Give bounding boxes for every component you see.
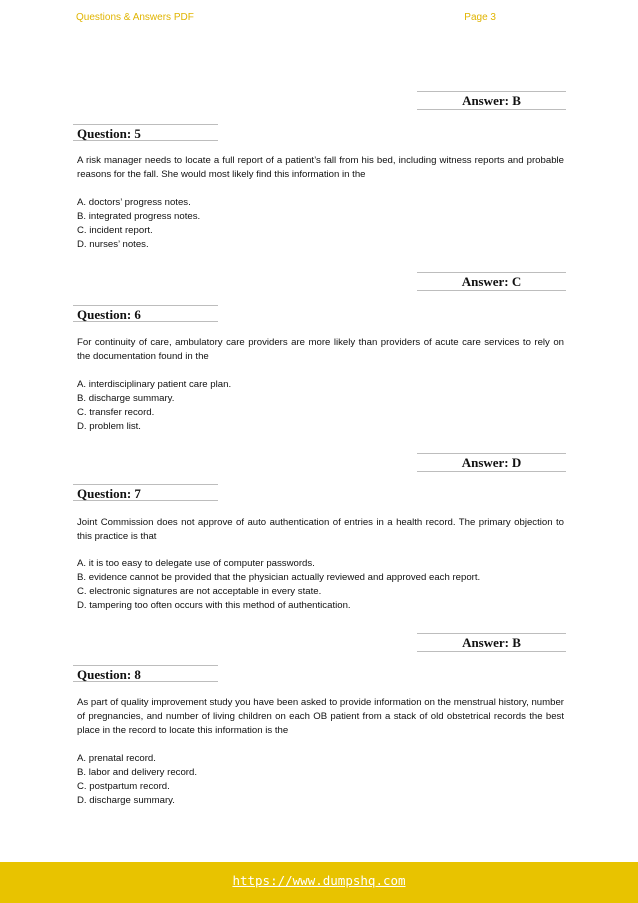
- option: D. tampering too often occurs with this method of authentication.: [77, 600, 351, 611]
- option: B. discharge summary.: [77, 393, 175, 404]
- answer-label: Answer: B: [417, 91, 566, 110]
- page-footer: [0, 862, 638, 903]
- answer-label: Answer: D: [417, 453, 566, 472]
- answer-label: Answer: B: [417, 633, 566, 652]
- options-list: [77, 557, 564, 613]
- options-list: [77, 196, 564, 252]
- option: B. evidence cannot be provided that the physician actually reviewed and approved each report.: [77, 572, 481, 583]
- option: A. it is too easy to delegate use of computer passwords.: [77, 558, 315, 569]
- question-text: As part of quality improvement study you have been asked to provide information on the menstrual history, number of pregnancies, and number of living children on each OB patient from a stack of old obstetrical records the best place in the record to locate this information is the: [77, 697, 564, 736]
- option: C. incident report.: [77, 225, 153, 236]
- question-text: For continuity of care, ambulatory care providers are more likely than providers of acute care services to rely on the documentation found in the: [77, 337, 564, 362]
- question-heading: Question: 8: [73, 665, 218, 682]
- options-list: [77, 378, 564, 434]
- page-number: Page 3: [464, 12, 496, 23]
- options-list: [77, 752, 564, 808]
- option: C. postpartum record.: [77, 781, 170, 792]
- option: B. labor and delivery record.: [77, 767, 197, 778]
- question-heading: Question: 5: [73, 124, 218, 141]
- page-header: [76, 12, 496, 26]
- option: B. integrated progress notes.: [77, 211, 201, 222]
- option: C. electronic signatures are not acceptable in every state.: [77, 586, 322, 597]
- option: D. discharge summary.: [77, 795, 175, 806]
- footer-link[interactable]: https://www.dumpshq.com: [232, 873, 406, 888]
- option: A. doctors’ progress notes.: [77, 197, 191, 208]
- option: D. problem list.: [77, 421, 141, 432]
- answer-label: Answer: C: [417, 272, 566, 291]
- header-title: Questions & Answers PDF: [76, 12, 194, 23]
- option: D. nurses’ notes.: [77, 239, 149, 250]
- question-text: Joint Commission does not approve of auto authentication of entries in a health record. The primary objection to this practice is that: [77, 517, 564, 542]
- option: C. transfer record.: [77, 407, 155, 418]
- question-heading: Question: 6: [73, 305, 218, 322]
- option: A. prenatal record.: [77, 753, 156, 764]
- option: A. interdisciplinary patient care plan.: [77, 379, 232, 390]
- question-heading: Question: 7: [73, 484, 218, 501]
- question-text: A risk manager needs to locate a full report of a patient’s fall from his bed, including witness reports and probable reasons for the fall. She would most likely find this information in the: [77, 155, 564, 180]
